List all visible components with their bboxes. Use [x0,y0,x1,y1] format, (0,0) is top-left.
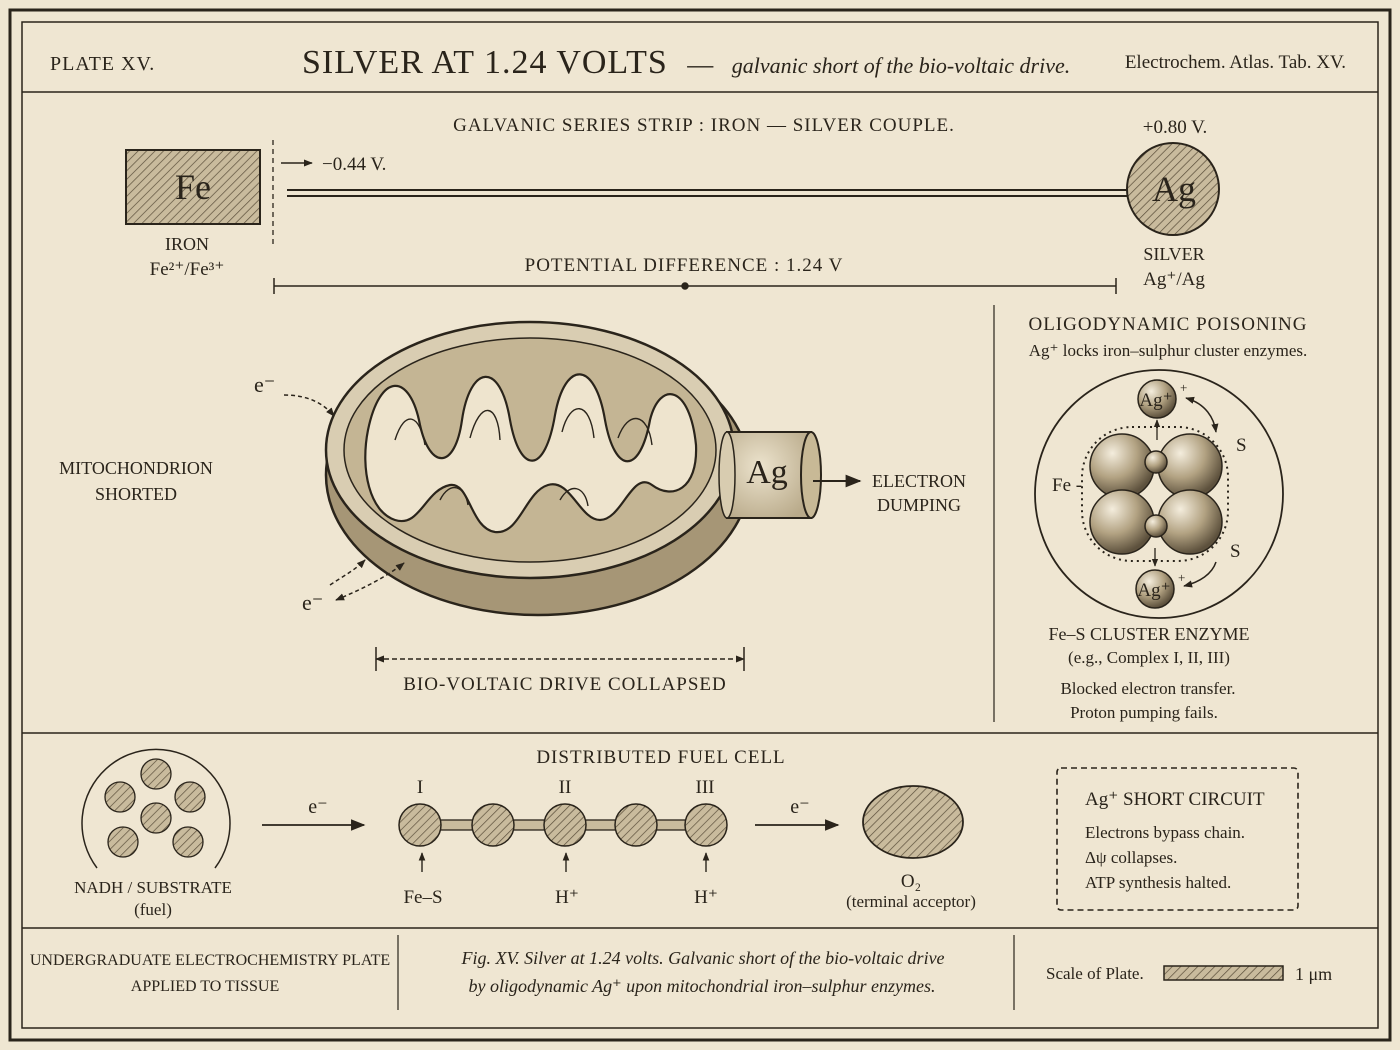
fe-couple: Fe²⁺/Fe³⁺ [149,259,225,280]
footer-left-2: APPLIED TO TISSUE [130,978,280,995]
poisoning-panel [1028,314,1307,722]
page-title [302,44,1070,81]
figure-caption-2: by oligodynamic Ag⁺ upon mitochondrial iron–sulphur enzymes. [468,976,936,996]
ag-name: SILVER [1143,244,1205,264]
silver-plug [719,432,821,518]
short-circuit-title: Ag⁺ SHORT CIRCUIT [1085,789,1265,810]
substrate-molecules [105,759,205,857]
electron-bottom-label: e⁻ [302,590,324,615]
scale-bar [1164,966,1283,980]
poison-subtitle: Ag⁺ locks iron–sulphur cluster enzymes. [1028,341,1308,360]
ag-ion-bottom-label: Ag⁺ [1137,580,1171,601]
fe-symbol: Fe [175,167,211,207]
input-label-fe-s: Fe–S [403,887,443,908]
footer [30,948,1332,996]
dump-label-2: DUMPING [876,495,962,515]
input-label-h2: H⁺ [694,887,718,908]
fuel-title: DISTRIBUTED FUEL CELL [536,747,786,768]
collapse-bracket [376,647,744,671]
ag-couple: Ag⁺/Ag [1143,269,1205,290]
galvanic-strip [126,115,1219,294]
ag-ion-bottom-charge: + [1178,570,1186,585]
enzyme-examples: (e.g., Complex I, II, III) [1068,648,1230,667]
title-subtitle: galvanic short of the bio-voltaic drive. [731,53,1071,78]
collapse-label: BIO-VOLTAIC DRIVE COLLAPSED [403,674,727,695]
substrate-fuel: (fuel) [134,900,172,919]
ag-ion-top-charge: + [1180,380,1188,395]
complex-node [472,804,514,846]
electron-top-arrow [284,395,334,416]
scale-value: 1 μm [1295,964,1333,984]
plate-number: PLATE XV. [50,53,156,75]
complex-node [544,804,586,846]
ag-symbol: Ag [1152,169,1196,209]
oxygen-acceptor [863,786,963,858]
ag-ion-top-curve [1186,398,1216,432]
title-dash: — [687,50,715,79]
figure-caption-1: Fig. XV. Silver at 1.24 volts. Galvanic short of the bio-voltaic drive [461,948,945,968]
acceptor-formula: O₂ [900,871,922,892]
short-circuit-line-3: ATP synthesis halted. [1085,873,1232,892]
mito-side-label-2: SHORTED [95,484,177,504]
mitochondrion [326,322,750,615]
fe-s-cluster [1090,434,1222,554]
fe-potential: −0.44 V. [322,154,387,175]
complex-node [399,804,441,846]
fuel-cell-section [74,747,1298,919]
short-circuit-line-2: Δψ collapses. [1085,848,1178,867]
poison-title: OLIGODYNAMIC POISONING [1028,314,1308,335]
header [50,44,1346,81]
electron-top-label: e⁻ [254,372,276,397]
transport-chain [399,804,727,846]
mito-side-label-1: MITOCHONDRION [59,458,213,478]
acceptor-label: (terminal acceptor) [846,892,976,911]
fe-name: IRON [165,234,209,254]
substrate-label: NADH / SUBSTRATE [74,878,232,897]
scale-label: Scale of Plate. [1046,964,1144,983]
s-label-bottom: S [1230,541,1241,562]
s-label-top: S [1236,435,1247,456]
complex-node [685,804,727,846]
dump-label-1: ELECTRON [872,471,966,491]
mitochondrion-section [59,322,966,695]
ag-potential: +0.80 V. [1142,117,1208,138]
effect-2: Proton pumping fails. [1070,703,1218,722]
footer-left-1: UNDERGRADUATE ELECTROCHEMISTRY PLATE [29,952,391,969]
complex-label-i: I [416,777,424,798]
atlas-reference: Electrochem. Atlas. Tab. XV. [1124,52,1346,73]
complex-node [615,804,657,846]
short-circuit-line-1: Electrons bypass chain. [1085,823,1246,842]
ag-ion-top-label: Ag⁺ [1139,390,1173,411]
electron-bottom-arrow-2 [330,560,365,585]
strip-title: GALVANIC SERIES STRIP : IRON — SILVER COUPLE. [453,115,955,136]
enzyme-title: Fe–S CLUSTER ENZYME [1048,624,1250,644]
fe-label: Fe - [1052,475,1083,496]
title-main: SILVER AT 1.24 VOLTS [302,44,668,81]
plug-symbol: Ag [746,454,788,491]
electron-label-1: e⁻ [308,796,328,818]
complex-label-iii: III [695,777,715,798]
potential-difference-bracket [274,278,1116,294]
effect-1: Blocked electron transfer. [1060,679,1236,698]
ag-ion-bottom-curve [1184,562,1216,586]
electron-label-2: e⁻ [790,796,810,818]
complex-label-ii: II [558,777,572,798]
potential-difference-label: POTENTIAL DIFFERENCE : 1.24 V [524,255,844,276]
input-label-h1: H⁺ [555,887,579,908]
